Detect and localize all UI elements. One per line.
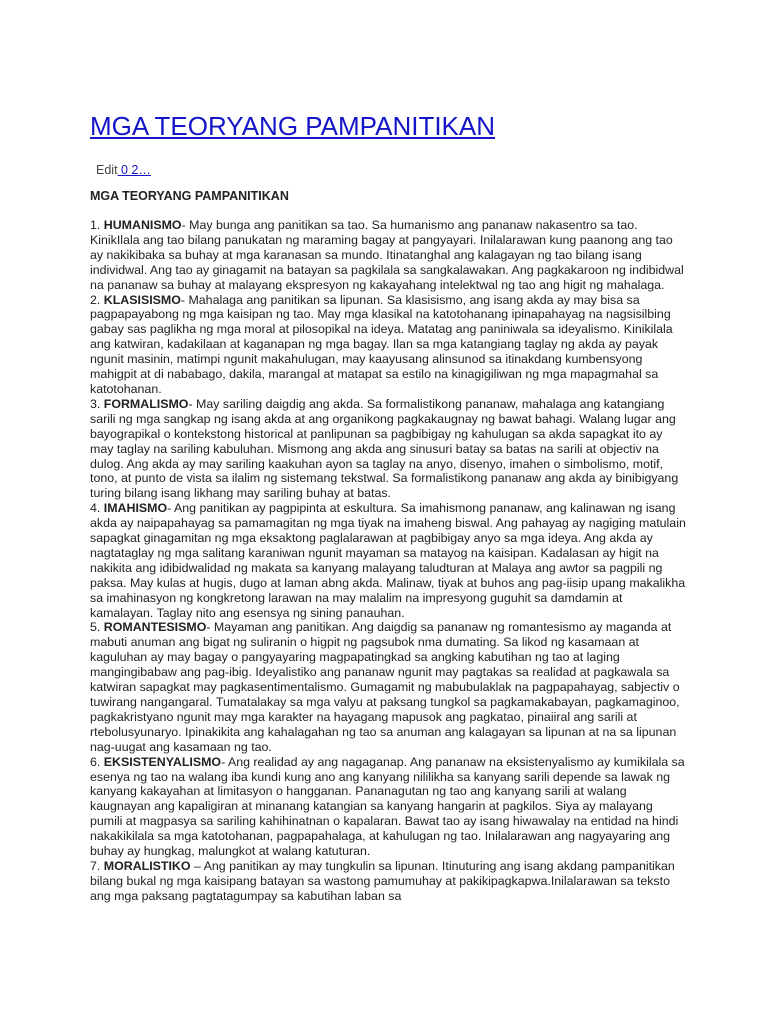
document-subtitle: MGA TEORYANG PAMPANITIKAN — [90, 189, 289, 203]
entry-term: ROMANTESISMO — [103, 620, 207, 635]
theory-entry-imahismo — [90, 501, 686, 620]
theory-list — [90, 218, 686, 904]
entry-term: FORMALISMO — [103, 396, 189, 411]
entry-text: - May sariling daigdig ang akda. Sa formalistikong pananaw, mahalaga ang katangiang sarili ng mga sangkap ng isang akda at ang organikong pagkakaugnay ng bawat bahagi. Walang lugar ang bayograpikal o kontekstong historical at panlipunan sa pagbibigay ng kahulugan sa akda sapagkat ito ay may taglay na sariling kabuluhan. Mismong ang akda ang sinusuri batay sa batas na sarili at objectiv na dulog. Ang akda ay may sariling kaakuhan ayon sa taglay na anyo, disenyo, imahen o simbolismo, motif, tono, at punto de vista sa ilalim ng sistemang tekstwal. Sa formalistikong pananaw ang akda ay binibigyang turing bilang isang likhang may sariling buhay at batas. — [90, 396, 679, 501]
entry-term: MORALISTIKO — [103, 858, 191, 873]
entry-term: IMAHISMO — [103, 501, 168, 516]
entry-number: 4. — [90, 501, 104, 516]
entry-number: 6. — [90, 754, 104, 769]
theory-entry-moralistiko — [90, 859, 686, 904]
edit-row — [96, 162, 151, 178]
entry-text: - Mayaman ang panitikan. Ang daigdig sa pananaw ng romantesismo ay maganda at mabuti anuman ang bigat ng suliranin o higpit ng pagsubok nma dumating. Sa likod ng kasamaan at kaguluhan ay may bagay o pangyayaring magpapatingkad sa angking kabutihan ng tao at laging mangingibabaw ang pag-ibig. Ideyalistiko ang pananaw ngunit may pagtakas sa realidad at pagkawala sa katwiran sapagkat may pagkasentimentalismo. Gumagamit ng mabubulaklak na pagpapahayag, sabjectiv o tuwirang nangangaral. Tumatalakay sa mga valyu at paksang tungkol sa pagkamakabayan, pagkamaginoo, pagkakristyano ngunit may mga karakter na hayagang mapusok ang pagkatao, pinaiiral ang sarili at rtebolusyunaryo. Ipinakikita ang kahalagahan ng tao sa anuman ang kalagayan sa lipunan at na sa lipunan nag-uugat ang kasamaan ng tao. — [90, 620, 680, 754]
edit-count-link[interactable]: 0 2… — [117, 163, 151, 177]
entry-number: 5. — [90, 620, 104, 635]
entry-number: 2. — [90, 292, 104, 307]
entry-text: - Ang realidad ay ang nagaganap. Ang pananaw na eksistenyalismo ay kumikilala sa esenya ng tao na walang iba kundi kung ano ang kanyang nililikha sa kanyang sarili depende sa lawak ng kanyang kakayahan at limitasyon o hangganan. Pananagutan ng tao ang kanyang sarili at walang kaugnayan ang kapaligiran at minanang katangian sa kanyang hangarin at pagkilos. Siya ay malayang pumili at magpasya sa sariling kahihinatnan o kapalaran. Bawat tao ay isang hiwawalay na entidad na hindi nakakikilala sa mga katotohanan, pagpapahalaga, at kahulugan ng tao. Inilalarawan ang nagyayaring ang buhay ay hungkag, malungkot at walang katuturan. — [90, 754, 685, 859]
page-title-link[interactable]: MGA TEORYANG PAMPANITIKAN — [90, 111, 496, 141]
entry-text: - May bunga ang panitikan sa tao. Sa humanismo ang pananaw nakasentro sa tao. KinikIlala ang tao bilang panukatan ng maraming bagay at pangyayari. Inilalarawan kung paanong ang tao ay nakikibaka sa buhay at mga karanasan sa mundo. Itinatanghal ang kalagayan ng tao bilang isang individwal. Ang tao ay ginagamit na batayan sa pagkilala sa sangkalawakan. Ang pagkakaroon ng indibidwal na pananaw sa buhay at malayang ekspresyon ng kakayahang intelektwal ng tao ang higit ng mahalaga. — [90, 218, 684, 292]
theory-entry-humanismo — [90, 218, 686, 293]
entry-text: - Mahalaga ang panitikan sa lipunan. Sa klasisismo, ang isang akda ay may bisa sa pagpapayabong ng mga kaisipan ng tao. May mga klasikal na katotohanang ipinapahayag na nagsisilbing gabay sas paglikha ng mga moral at pilosopikal na ideya. Matatag ang paniniwala sa ideyalismo. Kinikilala ang katwiran, kadakilaan at kaganapan ng mga bagay. Ilan sa mga katangiang taglay ng akda ay payak ngunit masinin, matimpi ngunit makahulugan, may kaayusang alinsunod sa itinakdang kumbensyong mahigpit at di nababago, dakila, marangal at matapat sa estilo na kinagigiliwan ng mga mapagmahal sa katotohanan. — [90, 292, 673, 396]
theory-entry-romantesismo — [90, 620, 686, 754]
entry-number: 7. — [90, 858, 104, 873]
entry-number: 3. — [90, 396, 104, 411]
entry-term: KLASISISMO — [103, 292, 181, 307]
edit-label: Edit — [96, 163, 118, 177]
entry-term: EKSISTENYALISMO — [103, 754, 222, 769]
entry-number: 1. — [90, 218, 104, 232]
theory-entry-eksistenyalismo — [90, 755, 686, 859]
theory-entry-klasisismo — [90, 293, 686, 397]
theory-entry-formalismo — [90, 397, 686, 501]
entry-text: – Ang panitikan ay may tungkulin sa lipunan. Itinuturing ang isang akdang pampanitikan bilang bukal ng mga kaisipang batayan sa wastong pamumuhay at pakikipagkapwa.Inilalarawan sa teksto ang mga paksang pagtatagumpay sa kabutihan laban sa — [90, 858, 675, 903]
entry-term: HUMANISMO — [103, 218, 182, 232]
entry-text: - Ang panitikan ay pagpipinta at eskultura. Sa imahismong pananaw, ang kalinawan ng isang akda ay naipapahayag sa pamamagitan ng mga tiyak na imaheng biswal. Ang pahayag ay nagiging matulain sapagkat ginagamitan ng mga eksaktong paglalarawan at pagbibigay anyo sa mga ideya. Ang akda ay nagtataglay ng mga salitang karaniwan ngunit mayaman sa matayog na kaisipan. Kadalasan ay higit na nakikita ang idibidwalidad ng makata sa kanyang malayang taludturan at Malaya ang awtor sa pagpili ng paksa. May kulas at hugis, dugo at laman abng akda. Malinaw, tiyak at buhos ang pag-iisip upang makalikha sa imahinasyon ng kongkretong larawan na may malalim na impresyong guguhit sa damdamin at kamalayan. Taglay nito ang esensya ng sining panauhan. — [90, 501, 686, 620]
